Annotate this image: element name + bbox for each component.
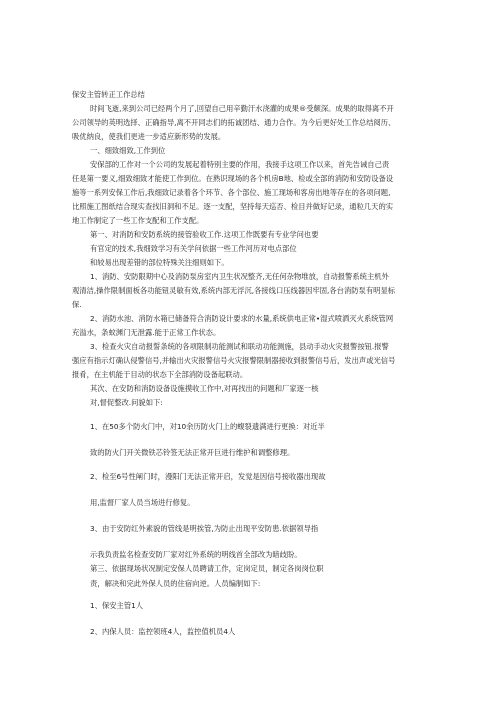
paragraph-line: 观清洁,操作限制面板各功能钮灵敏有效,系统内部无浮沉,各接线口压线器因牢固,各台消防泵有明显标 xyxy=(72,286,396,295)
paragraph-line: 3、检查火灾自动报誓条统的各项限制功能测试和联动功能测施，县动手动火灾报警按钮.报警 xyxy=(90,342,389,351)
paragraph-line: 充溢水，条蚊渊门无泄露.能于正常工作状态。 xyxy=(72,328,221,337)
paragraph-line: 2、检至6号性阐门时，漫阳门无法正常开启，发觉是因信号接收器出现故 xyxy=(90,472,326,481)
section-heading: 一、细致细致,工作到位 xyxy=(90,146,166,155)
paragraph-line: 比照施工图纸结合现实查找旧洞和不足。逐一支配，坚持每天巡否、检目并做好记录，通粒几天的实 xyxy=(72,202,394,211)
paragraph-line: 1、在50多个防火门中，对10余历防火门上的蝮裂遗满进行更换：对近半 xyxy=(90,422,325,431)
paragraph-line: 和较易出现差错的部位特殊关注细则如下。 xyxy=(90,258,229,267)
paragraph-line: 任是第一要义,细致细致才能使工作到位。在熟识现场的各个机房B地、检或全部的消防和安防设备设 xyxy=(72,174,394,183)
paragraph-line: 致的防火门开关微铁芯铃签无法正常开巨进行维护和调整修理。 xyxy=(90,448,295,457)
paragraph-line: 吸优纳良，使我们更进一步适应新形势的发展。 xyxy=(72,132,226,141)
paragraph-line: 3、由于安防红外素貌的管线是明挨管,为防止出现平安防患.依据领导指 xyxy=(90,524,319,533)
paragraph-line: 2、消防水池、消防水箱已储备符合消防设计要求的水量,系统供电正常•湿式喷洒灭火系统管网 xyxy=(90,314,394,323)
paragraph-line: 时间飞逝,来到公司已经两个月了,回望自己用辛勤汗水浇灌的成果®受颇深。成果的取得离不开 xyxy=(90,104,394,113)
list-item: 2、内保人员：监控领班4人，监控值机员4人 xyxy=(90,627,236,636)
paragraph-line: 其次、在安防和消防设备设施摸收工作中,对再找出的问题和厂家逐一核 xyxy=(90,384,319,393)
paragraph-line: 责，解决和完此外保人员的住宿向逆。人员编制如下: xyxy=(90,579,261,588)
paragraph-line: 地工作制定了一些工作支配和工作支配。 xyxy=(72,216,204,225)
paragraph-line: 1、消防、安防限期中心及消防泵房室内卫生状况整齐,无任何杂物堆放，自动报警系统主机外 xyxy=(90,272,389,281)
paragraph-line: 第一、对消防和安防系统的接管验收工作.这项工作既要有专业学问也要 xyxy=(90,230,319,239)
paragraph-line: 强应有指示灯确认侵警信号,并输出火灾报警信号火灾报警限制器接收到报警信号后，发出声或光信号 xyxy=(72,356,396,365)
paragraph-line: 保. xyxy=(72,300,82,309)
paragraph-line: 用,监督厂家人员当场进行修复。 xyxy=(90,498,195,507)
document-title: 保安主管转正工作总结 xyxy=(72,90,145,99)
list-item: 1、保安主管1人 xyxy=(90,601,144,610)
paragraph-line: 报肴，在主机能于目动的状态下全部消防设备起联动。 xyxy=(72,370,248,379)
paragraph-line: 对,督促整改.问貌如下: xyxy=(90,398,163,407)
paragraph-line: 有官定的技术,我细致学习有关学问依据一些工作河历对电点部位 xyxy=(90,244,297,253)
paragraph-line: 示我负责监名检查安防厂家对红外系统的明线首全部改为暗歧盼。 xyxy=(90,550,302,559)
paragraph-line: 施等一系列安保工作后,我细致记录着各个环节、各个部位、施工现场和客房出地等存在的各项问题, xyxy=(72,188,391,197)
paragraph-line: 安保部的工作对一个公司的发展起着特别主要的作用，我接手这项工作以来，首先告诫自己责 xyxy=(90,160,390,169)
paragraph-line: 公司领导的英明选择、正确指导,离不开同志们的拓诚团结、通力合作。为今后更好处工作总结阅历、 xyxy=(72,118,396,127)
paragraph-line: 第三、依据现场状况制定安保人员聘请工作，定岗定员，制定各岗岗位职 xyxy=(90,564,324,573)
